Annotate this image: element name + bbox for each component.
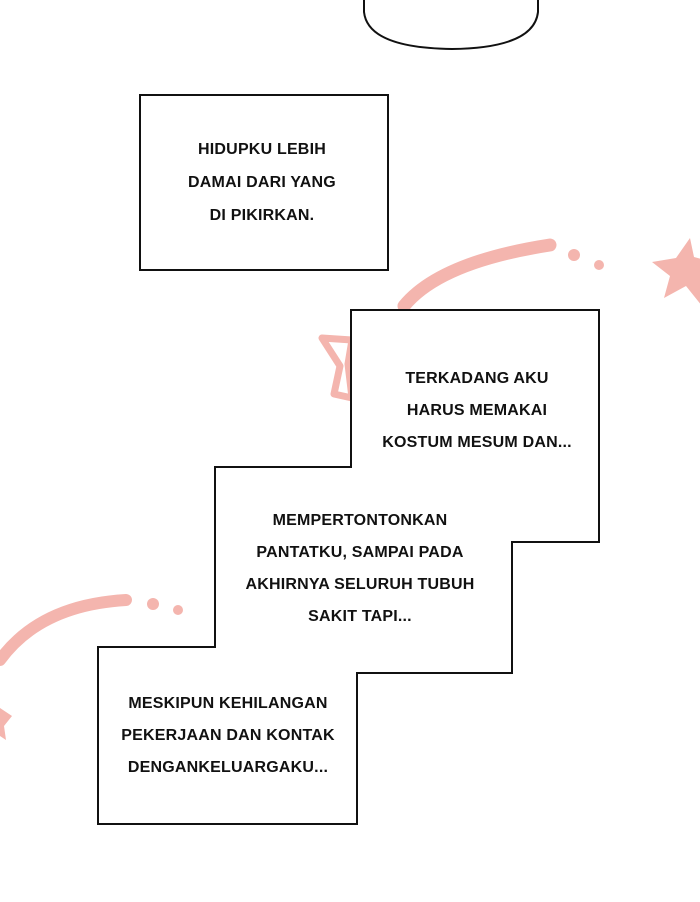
caption-line: PANTATKU, SAMPAI PADA [256, 544, 464, 561]
caption-line: PEKERJAAN DAN KONTAK [121, 727, 335, 744]
caption-line: DAMAI DARI YANG [188, 174, 336, 191]
caption-line: HIDUPKU LEBIH [198, 141, 326, 158]
caption-line: TERKADANG AKU [405, 370, 549, 387]
caption-line: AKHIRNYA SELURUH TUBUH [245, 576, 475, 593]
caption-text [362, 363, 592, 459]
caption-line: HARUS MEMAKAI [406, 402, 548, 419]
caption-line: DI PIKIRKAN. [209, 207, 315, 224]
caption-text [104, 688, 352, 784]
caption-line: MESKIPUN KEHILANGAN [128, 695, 328, 712]
caption-line: KOSTUM MESUM DAN... [382, 434, 572, 451]
caption-line: SAKIT TAPI... [308, 608, 412, 625]
caption-text [220, 505, 500, 633]
caption-line: DENGANKELUARGAKU... [127, 759, 329, 776]
caption-line: MEMPERTONTONKAN [272, 512, 448, 529]
